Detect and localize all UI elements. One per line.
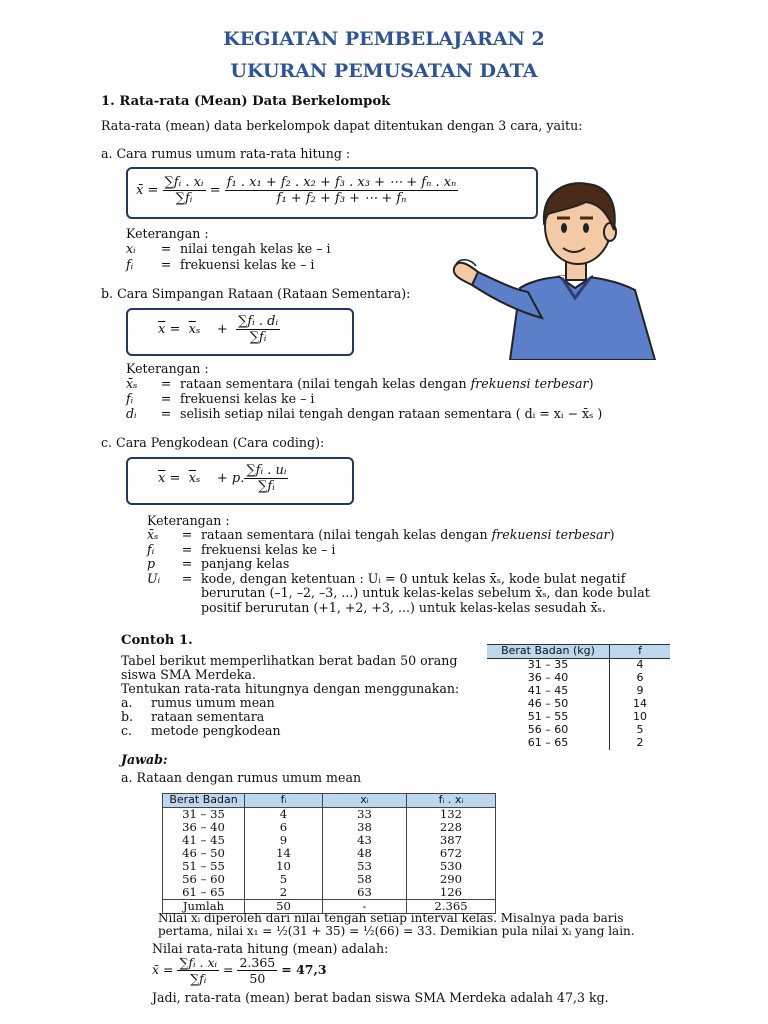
xi-cell: 43 <box>323 834 407 847</box>
interval-cell: 56 – 60 <box>163 873 245 886</box>
mean-intro: Nilai rata-rata hitung (mean) adalah: <box>152 941 389 956</box>
contoh-option: b. rataan sementara <box>121 709 265 724</box>
method-c-heading: c. Cara Pengkodean (Cara coding): <box>101 435 325 450</box>
fi-cell: 6 <box>245 821 323 834</box>
fi-cell: 2 <box>245 886 323 900</box>
ket-row: fᵢ = frekuensi kelas ke – i <box>147 541 336 557</box>
fi-cell: 14 <box>245 847 323 860</box>
interval-cell: 46 – 50 <box>163 847 245 860</box>
fixi-cell: 672 <box>407 847 496 860</box>
fixi-cell: 126 <box>407 886 496 900</box>
fi-cell: 9 <box>245 834 323 847</box>
formula-box-c <box>126 457 354 505</box>
table-row <box>163 834 496 847</box>
contoh-option: a. rumus umum mean <box>121 695 275 710</box>
formula-coding: $\overline{x} = \overline{x}_s$ + p. $\frac{\text{∑fᵢ . uᵢ}}{\text{∑fᵢ}}$ <box>158 463 287 494</box>
jawab-a-heading: a. Rataan dengan rumus umum mean <box>121 770 362 785</box>
table-row <box>487 737 670 750</box>
xi-cell: 48 <box>323 847 407 860</box>
frequency: 5 <box>610 724 671 737</box>
ket-list-b <box>126 376 602 421</box>
frequency: 9 <box>610 685 671 698</box>
table-row <box>487 724 670 737</box>
table-header-row: Berat Badan fᵢ xᵢ fᵢ . xᵢ <box>163 794 496 808</box>
fi-cell: 10 <box>245 860 323 873</box>
xi-cell: 63 <box>323 886 407 900</box>
interval-cell: 41 – 45 <box>163 834 245 847</box>
table-row <box>163 860 496 873</box>
ket-row: p = panjang kelas <box>147 556 290 571</box>
table-row <box>163 808 496 822</box>
weight-interval: 41 – 45 <box>527 684 569 698</box>
interval-cell: 61 – 65 <box>163 886 245 900</box>
fixi-cell: 530 <box>407 860 496 873</box>
method-b-heading: b. Cara Simpangan Rataan (Rataan Sementara): <box>101 286 411 301</box>
formula-general-mean: x̄ = $\frac{\text{∑fᵢ . xᵢ}}{\text{∑fᵢ}}$ = $\frac{\text{f₁ . x₁ + f₂ . x₂ + f₃ . x₃ + ⋯ + fₙ . xₙ}}{\text{f₁ + f₂ + f₃ + ⋯ + fₙ}}$ <box>136 175 457 206</box>
interval-cell: 36 – 40 <box>163 821 245 834</box>
ket-row: xᵢ = nilai tengah kelas ke – i <box>126 241 331 256</box>
fixi-cell: 290 <box>407 873 496 886</box>
ket-title-c: Keterangan : <box>147 513 230 528</box>
weight-interval: 61 – 65 <box>527 736 569 750</box>
frequency: 2 <box>610 737 671 750</box>
hand <box>454 263 478 285</box>
contoh-line: siswa SMA Merdeka. <box>121 667 256 682</box>
ket-row: Uᵢ = kode, dengan ketentuan : Uᵢ = 0 untuk kelas x̄ₛ, kode bulat negatif <box>147 570 626 586</box>
contoh-data-table <box>487 644 670 750</box>
xi-cell: 33 <box>323 808 407 822</box>
ket-row-cont: berurutan (–1, –2, –3, ...) untuk kelas-kelas sebelum x̄ₛ, dan kode bulat <box>201 585 650 600</box>
ket-list-c <box>147 528 650 615</box>
page-title: KEGIATAN PEMBELAJARAN 2 <box>223 28 545 50</box>
ket-row-cont: positif berurutan (+1, +2, +3, ...) untuk kelas-kelas sesudah x̄ₛ. <box>201 599 606 615</box>
frequency: 6 <box>610 672 671 685</box>
ket-title-b: Keterangan : <box>126 361 209 376</box>
table-header-row: Berat Badan (kg) f <box>487 645 670 659</box>
note-line-1: Nilai xᵢ diperoleh dari nilai tengah setiap interval kelas. Misalnya pada baris <box>158 911 624 925</box>
method-a-heading: a. Cara rumus umum rata-rata hitung : <box>101 146 351 161</box>
ket-row: fᵢ = frekuensi kelas ke – i <box>126 257 315 272</box>
contoh-option: c. metode pengkodean <box>121 723 281 738</box>
table-row <box>487 685 670 698</box>
frequency: 10 <box>610 711 671 724</box>
interval-cell: 51 – 55 <box>163 860 245 873</box>
contoh-title: Contoh 1. <box>121 633 193 648</box>
contoh-text <box>121 654 459 738</box>
table-row <box>163 821 496 834</box>
xi-cell: 38 <box>323 821 407 834</box>
fi-cell: 4 <box>245 808 323 822</box>
xi-cell: 58 <box>323 873 407 886</box>
jawab-table <box>162 793 496 914</box>
conclusion: Jadi, rata-rata (mean) berat badan siswa SMA Merdeka adalah 47,3 kg. <box>152 990 609 1005</box>
ket-row: dᵢ = selisih setiap nilai tengah dengan rataan sementara ( dᵢ = xᵢ − x̄ₛ ) <box>126 406 603 421</box>
contoh-line: Tabel berikut memperlihatkan berat badan 50 orang <box>121 653 458 668</box>
xi-cell: 53 <box>323 860 407 873</box>
ket-row: x̄ₛ = rataan sementara (nilai tengah kelas dengan frekuensi terbesar) <box>147 527 615 542</box>
table-row <box>163 873 496 886</box>
fi-cell: 5 <box>245 873 323 886</box>
mean-calculation: x̄ = $\frac{\text{∑fᵢ . xᵢ}}{\text{∑fᵢ}}$ = $\frac{2.365}{50}$ = 47,3 <box>152 955 327 986</box>
page-subtitle: UKURAN PEMUSATAN DATA <box>230 60 538 82</box>
frequency: 14 <box>610 698 671 711</box>
total-cell: Jumlah <box>163 900 245 914</box>
ket-row: x̄ₛ = rataan sementara (nilai tengah kelas dengan frekuensi terbesar) <box>126 376 594 391</box>
fixi-cell: 132 <box>407 808 496 822</box>
note-line-2: pertama, nilai x₁ = ½(31 + 35) = ½(66) = 33. Demikian pula nilai xᵢ yang lain. <box>158 924 635 938</box>
table-row <box>163 886 496 900</box>
table-row <box>163 847 496 860</box>
section-heading: 1. Rata-rata (Mean) Data Berkelompok <box>101 94 391 109</box>
weight-interval: 51 – 55 <box>527 710 569 724</box>
table-row <box>487 698 670 711</box>
interval-cell: 31 – 35 <box>163 808 245 822</box>
weight-interval: 56 – 60 <box>527 723 569 737</box>
formula-rataan-sementara: $\overline{x} = \overline{x}_s$ + $\frac{\text{∑fᵢ . dᵢ}}{\text{∑fᵢ}}$ <box>158 314 279 345</box>
table-row <box>487 711 670 724</box>
total-cell: 2.365 <box>407 900 496 914</box>
table-row <box>487 659 670 673</box>
weight-interval: 46 – 50 <box>527 697 569 711</box>
boy-illustration <box>450 180 660 360</box>
fixi-cell: 387 <box>407 834 496 847</box>
ket-title-a: Keterangan : <box>126 226 209 241</box>
fixi-cell: 228 <box>407 821 496 834</box>
ket-row: fᵢ = frekuensi kelas ke – i <box>126 391 315 406</box>
ket-list-a <box>126 241 331 273</box>
formula-box-b <box>126 308 354 356</box>
frequency: 4 <box>610 659 671 673</box>
total-cell: - <box>323 900 407 914</box>
weight-interval: 31 – 35 <box>527 658 569 672</box>
contoh-line: Tentukan rata-rata hitungnya dengan menggunakan: <box>121 681 460 696</box>
section-intro: Rata-rata (mean) data berkelompok dapat ditentukan dengan 3 cara, yaitu: <box>101 118 583 133</box>
total-cell: 50 <box>245 900 323 914</box>
weight-interval: 36 – 40 <box>527 671 569 685</box>
table-row <box>487 672 670 685</box>
jawab-label: Jawab: <box>121 752 168 767</box>
